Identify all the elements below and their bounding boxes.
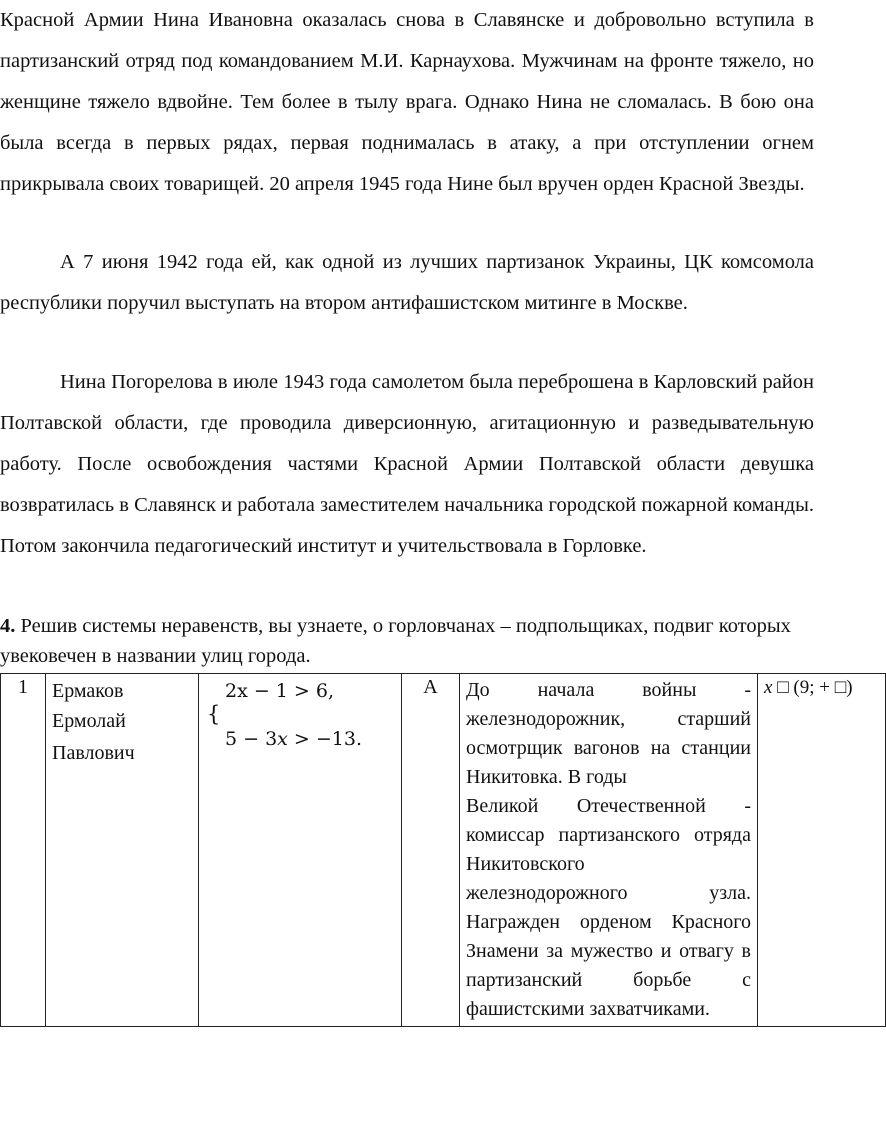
biography-cell	[460, 674, 758, 1027]
first-name: Ермолай	[52, 710, 126, 732]
biography-text-1: До начала войны - железнодорожник, старший осмотрщик вагонов на станции Никитовка. В годы	[466, 679, 751, 788]
task-text: Решив системы неравенств, вы узнаете, о горловчанах – подпольщиках, подвиг которых увековечен в названии улиц города.	[0, 615, 791, 667]
inequality-2: 5 − 3𝑥 > −13.	[225, 728, 363, 750]
paragraph-3: Нина Погорелова в июле 1943 года самолетом была переброшена в Карловский район Полтавской области, где проводила диверсионную, агитационную и разведывательную работу. После освобождения частями Красной Армии Полтавской области девушка возвратилась в Славянск и работала заместителем начальника городской пожарной команды. Потом закончила педагогический институт и учительствовала в Горловке.	[0, 371, 814, 557]
surname: Ермаков	[52, 680, 124, 702]
task-statement	[0, 611, 814, 671]
solution-interval	[764, 677, 853, 698]
task-number: 4.	[0, 615, 16, 637]
answer-letter-cell: А	[402, 674, 460, 1027]
row-number-cell: 1	[1, 674, 46, 1027]
biography-text-2: Великой Отечественной - комиссар партизанского отряда Никитовского железнодорожного узла. Награжден орденом Красного Знамени за мужество и отвагу в партизанский борьбе с фашистскими захватчиками.	[466, 795, 751, 1020]
inequality-system-cell	[199, 674, 402, 1027]
paragraph-2: А 7 июня 1942 года ей, как одной из лучших партизанок Украины, ЦК комсомола республики поручил выступать на втором антифашистском митинге в Москве.	[0, 251, 814, 314]
patronymic: Павлович	[52, 742, 135, 764]
paragraph-1: Красной Армии Нина Ивановна оказалась снова в Славянске и добровольно вступила в партизанский отряд под командованием М.И. Карнаухова. Мужчинам на фронте тяжело, но женщине тяжело вдвойне. Тем более в тылу врага. Однако Нина не сломалась. В бою она была всегда в первых рядах, первая поднималась в атаку, а при отступлении огнем прикрывала своих товарищей. 20 апреля 1945 года Нине был вручен орден Красной Звезды.	[0, 9, 814, 195]
table-row	[1, 674, 886, 1027]
person-name-cell	[46, 674, 199, 1027]
task-table	[0, 673, 886, 1027]
inequality-1: 2x − 1 > 6,	[225, 680, 335, 702]
system-brace: {	[207, 702, 221, 726]
inequality-system	[205, 676, 395, 756]
solution-cell	[758, 674, 886, 1027]
solution-set: □ (9; + □)	[772, 677, 853, 698]
solution-variable: x	[764, 677, 773, 698]
